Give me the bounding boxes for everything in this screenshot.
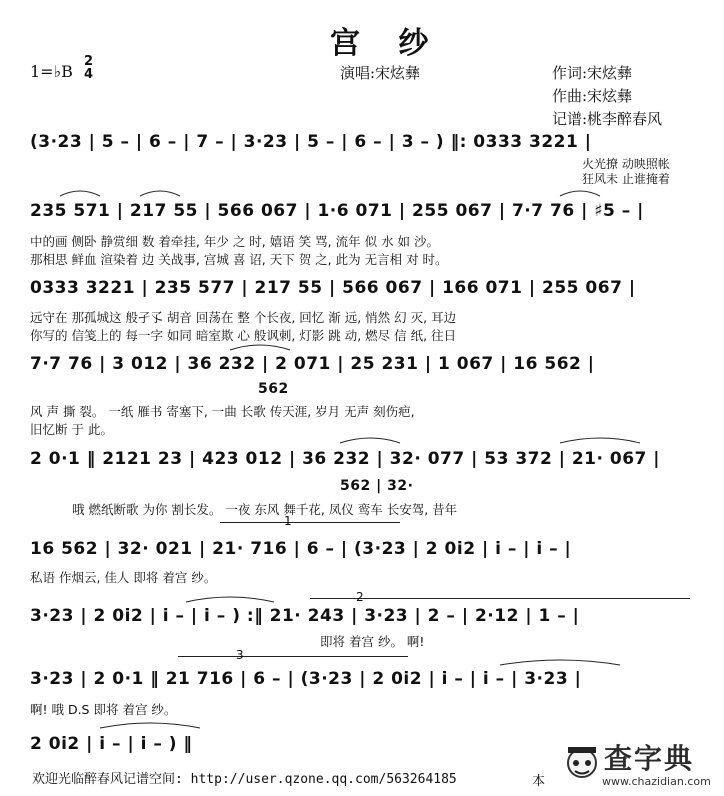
time-top: 2 xyxy=(84,54,94,69)
logo-url: www.chazidian.com xyxy=(602,775,711,788)
score-line-6: 16 562 | 32· 021 | 21· 716 | 6 – | (3·23 | 2 0i2 | i – | i – | xyxy=(30,539,572,559)
lyric-line: 风 声 撕 裂。 一纸 雁书 寄塞下, 一曲 长歌 传天涯, 岁月 无声 刻伤疤, xyxy=(30,404,415,419)
volta-number-2: 2 xyxy=(356,590,364,604)
lyric-line: 啊! 哦 D.S 即将 着宫 纱。 xyxy=(30,702,177,717)
score-line-1: (3·23 | 5 – | 6 – | 7 – | 3·23 | 5 – | 6 – | 3 – ) ‖: 0333 3221 | xyxy=(30,132,592,152)
lyric-line: 火光撩 动映照帐 xyxy=(582,157,670,171)
logo-title: 查字典 xyxy=(604,742,695,775)
slur xyxy=(140,191,180,196)
volta-number-1: 1 xyxy=(284,514,292,528)
score-line-7: 3·23 | 2 0i2 | i – | i – ) :‖ 21· 243 | 3·23 | 2 – | 2·12 | 1 – | xyxy=(30,606,580,626)
score-line-4: 7·7 76 | 3 012 | 36 232 | 2 071 | 25 231 | 1 067 | 16 562 | xyxy=(30,354,595,374)
lyricist: 作词:宋炫彝 xyxy=(552,64,633,82)
key-signature: 1=♭B xyxy=(30,62,73,81)
lyric-line: 那相思 鲜血 渲染着 边 关战事, 宫城 喜 诏, 天下 贺 之, 此为 无言相 对 时。 xyxy=(30,252,448,267)
slur xyxy=(340,438,400,443)
score-line-3: 0333 3221 | 235 577 | 217 55 | 566 067 | 166 071 | 255 067 | xyxy=(30,278,636,298)
lyric-line: 旧忆断 于 此。 xyxy=(30,422,113,437)
slur xyxy=(560,438,640,443)
lyric-line: 中的画 侧卧 静赏细 数 着牵挂, 年少 之 时, 嬉语 笑 骂, 流年 似 水 如 沙。 xyxy=(30,234,440,249)
lyric-line: 即将 着宫 纱。 啊! xyxy=(320,634,425,649)
composer: 作曲:宋炫彝 xyxy=(552,87,633,105)
slur xyxy=(100,723,200,728)
transcriber: 记谱:桃李醉春风 xyxy=(552,110,663,128)
score-line-9: 2 0i2 | i – | i – ) ‖ xyxy=(30,734,193,754)
site-logo xyxy=(562,735,722,793)
slur xyxy=(186,597,274,602)
lyric-line: 狂风未 止谁掩着 xyxy=(582,172,670,186)
page-char: 本 xyxy=(532,774,546,789)
time-bottom: 4 xyxy=(84,67,94,82)
lyric-line: 哦 燃纸断歌 为你 割长发。 一夜 东风 舞千花, 凤仪 鸾车 长安驾, 昔年 xyxy=(72,502,458,517)
lyric-line: 远守在 那孤城这 般孑孓 胡音 回荡在 整 个长夜, 回忆 渐 远, 悄然 幻 灭, 耳边 xyxy=(30,310,457,325)
score-line-8: 3·23 | 2 0·1 ‖ 21 716 | 6 – | (3·23 | 2 0i2 | i – | i – | 3·23 | xyxy=(30,669,582,689)
singer: 演唱:宋炫彝 xyxy=(340,64,421,82)
slur xyxy=(60,191,100,196)
lyric-line: 私语 作烟云, 佳人 即将 着宫 纱。 xyxy=(30,570,217,585)
score-line-5: 2 0·1 ‖ 2121 23 | 423 012 | 36 232 | 32· 077 | 53 372 | 21· 067 | xyxy=(30,449,660,469)
ossia-notes: 562 | 32· xyxy=(340,478,414,494)
volta-number-3: 3 xyxy=(236,648,244,662)
score-line-2: 235 571 | 217 55 | 566 067 | 1·6 071 | 255 067 | 7·7 76 | ♯5 – | xyxy=(30,201,644,221)
slur xyxy=(500,660,620,665)
cartoon-avatar-icon xyxy=(562,739,602,789)
slur xyxy=(560,191,600,196)
lyric-line: 你写的 信笺上的 每一字 如同 暗室欺 心 般讽刺, 灯影 跳 动, 燃尽 信 纸, 往日 xyxy=(30,328,457,343)
slur xyxy=(230,345,290,350)
song-title: 宫 纱 xyxy=(330,26,443,61)
ossia-notes: 562 xyxy=(258,381,289,397)
footer-text: 欢迎光临醉春风记谱空间: http://user.qzone.qq.com/563264185 xyxy=(32,772,457,787)
